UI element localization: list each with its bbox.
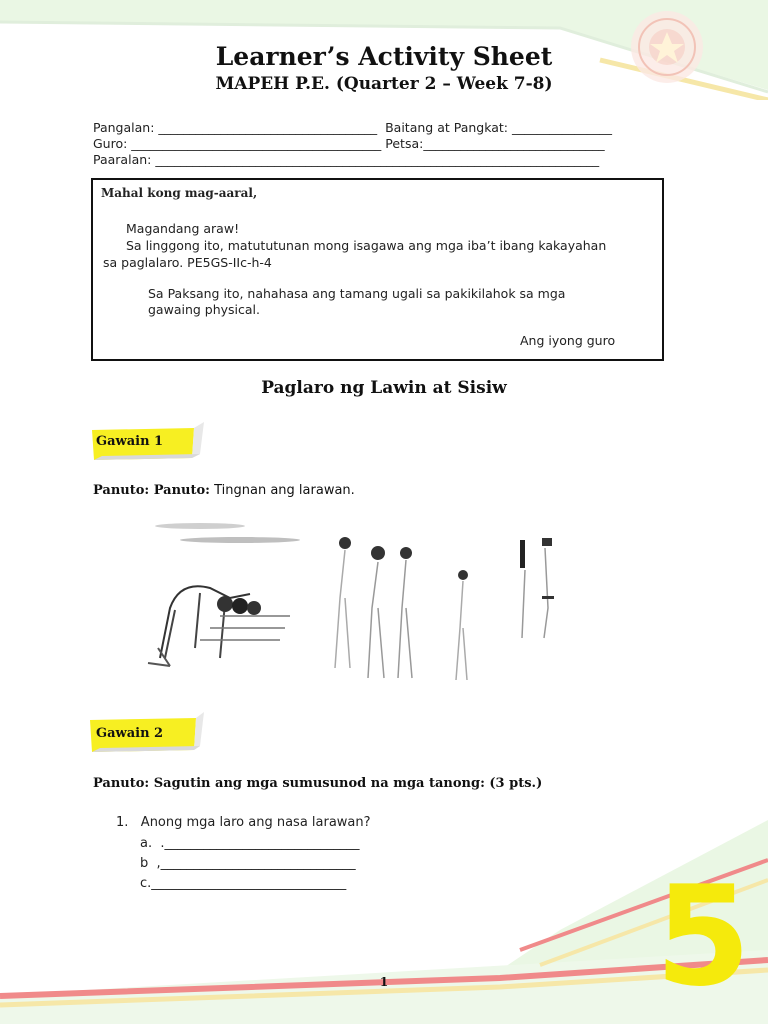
gawain-2-tag [88, 710, 210, 760]
footer-decoration [0, 800, 768, 1024]
gawain-1-label: Gawain 1 [96, 434, 164, 449]
page-number: 1 [379, 975, 389, 989]
question-1: 1. Anong mga laro ang nasa larawan? [116, 815, 371, 830]
answer-a-field[interactable]: a. .______________________________ [140, 836, 360, 851]
teacher-letter-box [91, 178, 664, 361]
letter-signature: Ang iyong guro [520, 333, 616, 348]
name-grade-field[interactable]: Pangalan: ___________________________________ Baitang at Pangkat: ________________ [93, 120, 612, 135]
gawain-1-instruction [93, 483, 355, 498]
page-title: Learner’s Activity Sheet [215, 42, 553, 71]
letter-topic-line2: gawaing physical. [148, 302, 260, 317]
gawain-1-instruction-bold: Panuto: Panuto: [93, 483, 210, 498]
page-subtitle: MAPEH P.E. (Quarter 2 – Week 7-8) [215, 74, 553, 94]
letter-greeting: Magandang araw! [126, 221, 240, 236]
gawain-2-instruction-bold: Panuto: Sagutin ang mga sumusunod na mga tanong: (3 pts.) [93, 776, 543, 791]
gawain-2-instruction [93, 776, 542, 791]
answer-c-field[interactable]: c.______________________________ [140, 876, 347, 891]
section-title: Paglaro ng Lawin at Sisiw [261, 378, 507, 398]
game-photo-image [140, 518, 580, 690]
letter-topic-line1: Sa Paksang ito, nahahasa ang tamang ugali sa pakikilahok sa mga [148, 286, 566, 301]
school-field[interactable]: Paaralan: _______________________________________________________________________ [93, 152, 600, 167]
grade-level-number: 5 [655, 856, 752, 1017]
gawain-2-label: Gawain 2 [96, 726, 164, 741]
letter-body-line1: Sa linggong ito, matututunan mong isagawa ang mga iba’t ibang kakayahan [126, 238, 607, 253]
answer-b-field[interactable]: b ,______________________________ [140, 856, 356, 871]
gawain-1-tag [88, 418, 210, 468]
gawain-1-instruction-text: Tingnan ang larawan. [209, 483, 355, 498]
teacher-date-field[interactable]: Guro: ________________________________________ Petsa:_____________________________ [93, 136, 605, 151]
letter-salutation: Mahal kong mag-aaral, [101, 186, 258, 200]
letter-body-line2: sa paglalaro. PE5GS-IIc-h-4 [103, 255, 272, 270]
